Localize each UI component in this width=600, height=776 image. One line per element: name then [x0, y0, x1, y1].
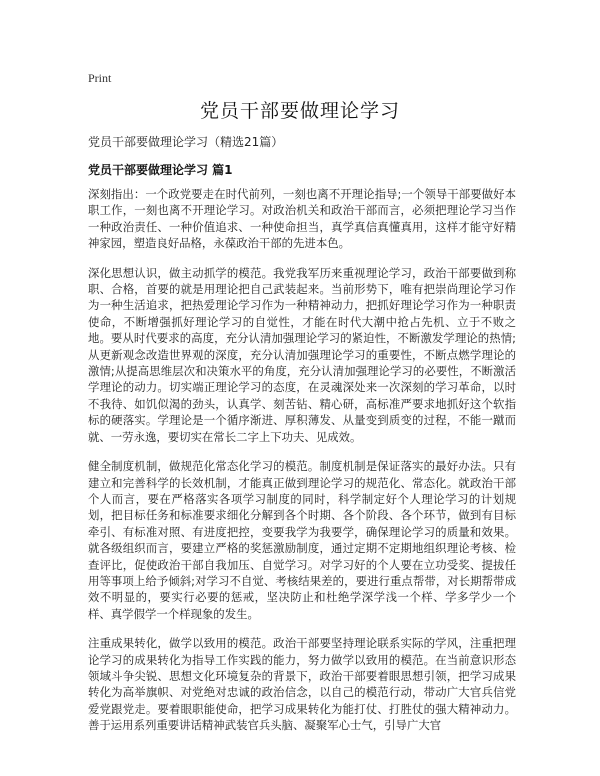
section-heading: 党员干部要做理论学习 篇1	[88, 163, 233, 177]
document-body	[88, 186, 516, 747]
body-paragraph-3: 健全制度机制，做规范化常态化学习的模范。制度机制是保证落实的最好办法。只有建立和完善科学的长效机制，才能真正做到理论学习的规范化、常态化。就政治干部个人而言，要在严格落实各项学习制度的同时，科学制定好个人理论学习的计划规划，把目标任务和标准要求细化分解到各个时期、各个阶段、各个环节，做到有目标牵引、有标准对照、有进度把控，变要我学为我要学，确保理论学习的质量和效果。就各级组织而言，要建立严格的奖惩激励制度，通过定期不定期地组织理论考核、检查评比，促使政治干部自我加压、自觉学习。对学习好的个人要在立功受奖、提拔任用等事项上给予倾斜;对学习不自觉、考核结果差的，要进行重点帮带，对长期帮带成效不明显的，要实行必要的惩戒，坚决防止和杜绝学深学浅一个样、学多学少一个样、真学假学一个样现象的发生。	[88, 459, 516, 621]
page-title: 党员干部要做理论学习	[199, 100, 400, 122]
body-paragraph-4: 注重成果转化，做学以致用的模范。政治干部要坚持理论联系实际的学风，注重把理论学习的成果转化为指导工作实践的能力，努力做学以致用的模范。在当前意识形态领域斗争尖锐、思想文化环境复杂的背景下，政治干部要着眼思想引领，把学习成果转化为高举旗帜、对党绝对忠诚的政治信念，以自己的模范行动，带动广大官兵信党爱党跟党走。要着眼职能使命，把学习成果转化为能打仗、打胜仗的强大精神动力。善于运用系列重要讲话精神武装官兵头脑、凝聚军心士气，引导广大官	[88, 636, 516, 733]
body-paragraph-2: 深化思想认识，做主动抓学的模范。我党我军历来重视理论学习，政治干部要做到称职、合格，首要的就是用理论把自己武装起来。当前形势下，唯有把崇尚理论学习作为一种生活追求，把热爱理论学习作为一种精神动力，把抓好理论学习作为一种职责使命，不断增强抓好理论学习的自觉性，才能在时代大潮中抢占先机、立于不败之地。要从时代要求的高度，充分认清加强理论学习的紧迫性，不断激发学理论的热情;从更新观念改造世界观的深度，充分认清加强理论学习的重要性，不断点燃学理论的激情;从提高思维层次和决策水平的角度，充分认清加强理论学习的必要性，不断激活学理论的动力。切实端正理论学习的态度，在灵魂深处来一次深刻的学习革命，以时不我待、如饥似渴的劲头，认真学、刻苦钻、精心研，高标准严要求地抓好这个软指标的硬落实。学理论是一个循序渐进、厚积薄发、从量变到质变的过程，不能一蹴而就、一劳永逸，要切实在常长二字上下功夫、见成效。	[88, 265, 516, 444]
print-label[interactable]: Print	[88, 71, 112, 85]
body-paragraph-1: 深刻指出：一个政党要走在时代前列，一刻也离不开理论指导;一个领导干部要做好本职工作，一刻也离不开理论学习。对政治机关和政治干部而言，必须把理论学习当作一种政治责任、一种价值追求、一种使命担当，真学真信真懂真用，这样才能守好精神家园，塑造良好品格，永葆政治干部的先进本色。	[88, 187, 516, 251]
document-subtitle: 党员干部要做理论学习（精选21篇）	[88, 135, 284, 149]
